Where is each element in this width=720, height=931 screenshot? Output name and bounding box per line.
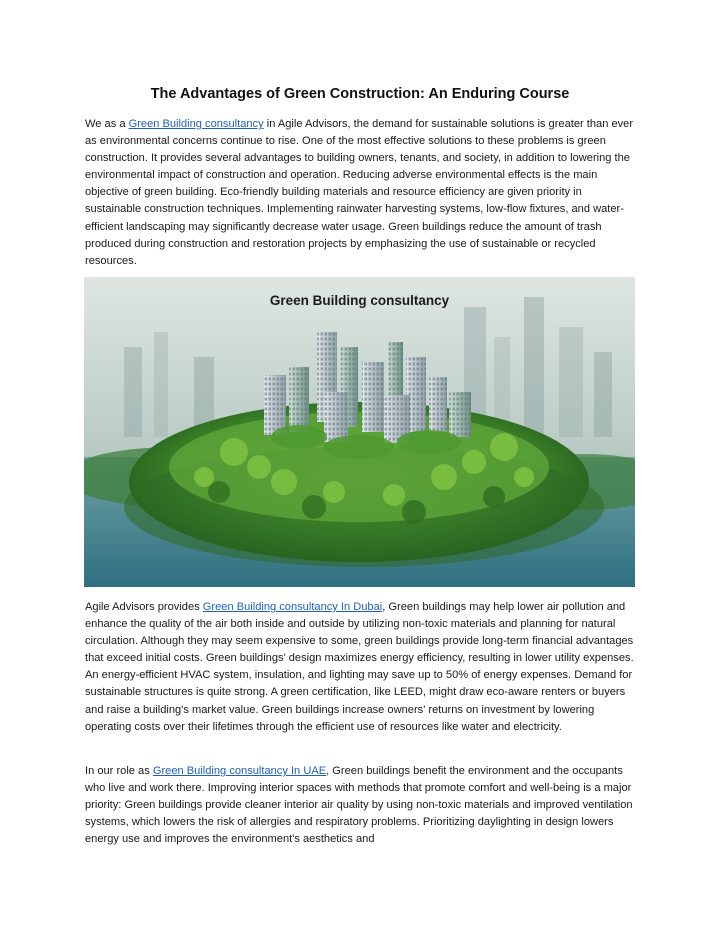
green-building-consultancy-dubai-link[interactable]: Green Building consultancy In Dubai (202, 601, 383, 613)
hero-caption: Green Building consultancy (269, 293, 450, 308)
green-building-consultancy-uae-link[interactable]: Green Building consultancy In UAE (152, 765, 327, 777)
document-title: The Advantages of Green Construction: An Enduring Course (150, 86, 570, 102)
paragraph-3 (85, 763, 637, 848)
paragraph-2-lead: Agile Advisors provides (85, 601, 203, 613)
green-building-consultancy-link[interactable]: Green Building consultancy (128, 118, 264, 130)
hero-image (84, 277, 635, 587)
paragraph-2 (85, 599, 637, 736)
paragraph-2-body: , Green buildings may help lower air pollution and enhance the quality of the air both inside and outside by utilizing non-toxic materials and planning for natural circulation. Although they may seem expensive to some, green buildings provide long-term financial advantages that exceed initial costs. Green buildings' design maximizes energy efficiency, resulting in lower utility expenses. An energy-efficient HVAC system, insulation, and lighting may save up to 50% of energy expenses. Demand for sustainable structures is quite strong. A green certification, like LEED, might draw eco-aware renters or buyers and raise a building's market value. Green buildings increase owners' returns on investment by lowering operating costs over their lifetimes through the efficient use of resources like water and electricity. (85, 601, 634, 733)
paragraph-3-lead: In our role as (85, 765, 153, 777)
paragraph-3-body: , Green buildings benefit the environment and the occupants who live and work there. Improving interior spaces with methods that promote comfort and well-being is a major priority: Green buildings provide cleaner interior air quality by using non-toxic materials and improved ventilation systems, which lowers the risk of allergies and respiratory problems. Prioritizing daylighting in design lowers energy use and improves the environment's aesthetics and (85, 765, 633, 846)
paragraph-1 (85, 116, 637, 270)
paragraph-1-body: in Agile Advisors, the demand for sustainable solutions is greater than ever as environmental concerns continue to rise. One of the most effective solutions to these problems is green construction. It provides several advantages to building owners, tenants, and society, in addition to lowering the environmental impact of construction and operation. Reducing adverse environmental effects is the main objective of green building. Eco-friendly building materials and resource efficiency are given priority in sustainable construction techniques. Implementing rainwater harvesting systems, low-flow fixtures, and water-efficient landscaping may significantly decrease water usage. Green buildings reduce the amount of trash produced during construction and restoration projects by emphasizing the use of sustainable or recycled resources. (85, 118, 634, 267)
green-city-island-illustration (84, 277, 635, 587)
paragraph-1-lead: We as a (85, 118, 129, 130)
